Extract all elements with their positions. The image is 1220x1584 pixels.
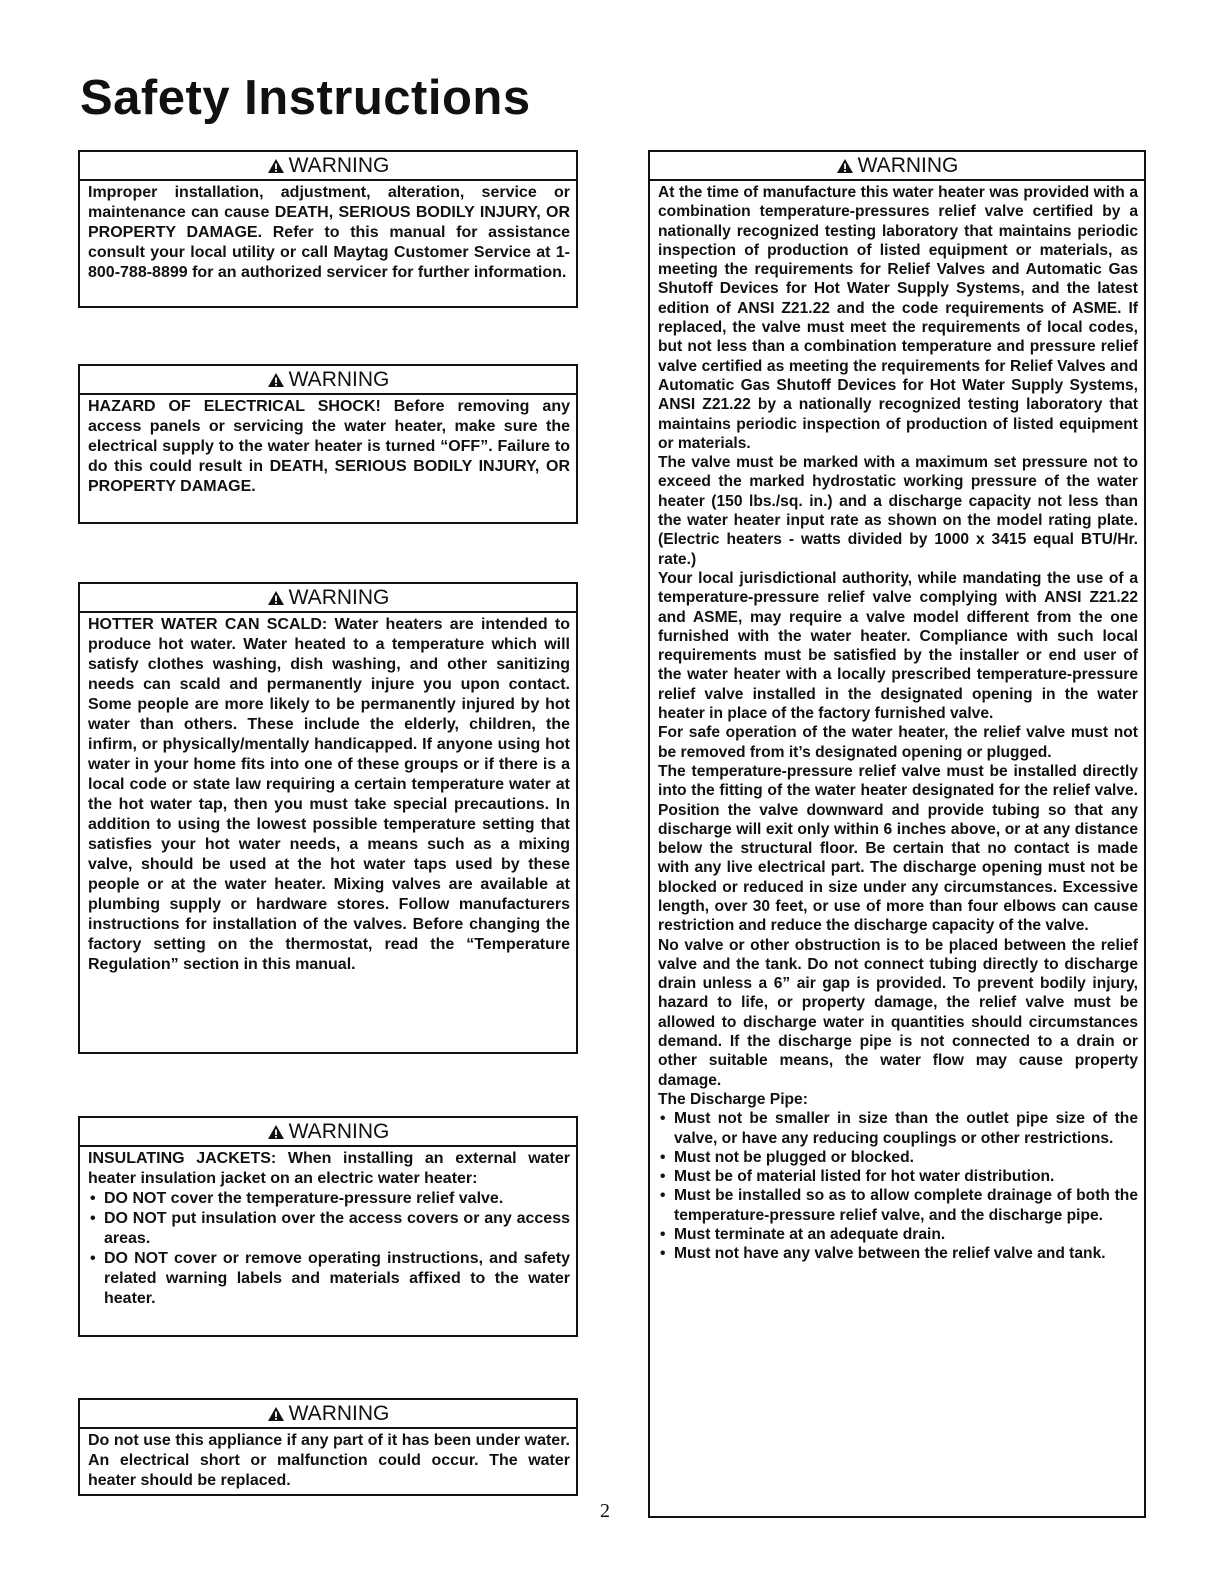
paragraph: At the time of manufacture this water heater was provided with a combination temperature-pressures relief valve certified by a nationally recognized testing laboratory that maintains periodic inspection of production of listed equipment or materials, as meeting the requirements for Relief Valves and Automatic Gas Shutoff Devices for Hot Water Supply Systems, and the latest edition of ANSI Z21.22 and the code requirements of ASME. If replaced, the valve must meet the requirements of local codes, but not less than a combination temperature and pressure relief valve certified as meeting the requirements for Relief Valves and Automatic Gas Shutoff Devices for Hot Water Supply Systems, ANSI Z21.22 by a nationally recognized testing laboratory that maintains periodic inspection of production of listed equipment or materials. — [658, 184, 1138, 452]
page-title: Safety Instructions — [80, 71, 531, 125]
warning-box-relief-valve — [648, 150, 1146, 1518]
warning-text: Do not use this appliance if any part of it has been under water. An electrical short or malfunction could occur. The water heater should be replaced. — [88, 1432, 570, 1489]
warning-text: HAZARD OF ELECTRICAL SHOCK! Before removing any access panels or servicing the water heater, make sure the electrical supply to the water heater is turned “OFF”. Failure to do this could result in DEATH, SERIOUS BODILY INJURY, OR PROPERTY DAMAGE. — [88, 398, 570, 495]
warning-box-electrical-shock — [78, 364, 578, 524]
list-item: • Must not be plugged or blocked. — [658, 1148, 1138, 1167]
paragraph: For safe operation of the water heater, the relief valve must not be removed from it’s designated opening or plugged. — [658, 724, 1138, 761]
list-item: • Must not be smaller in size than the outlet pipe size of the valve, or have any reducing couplings or other restrictions. — [658, 1109, 1138, 1148]
warning-header — [80, 1400, 576, 1429]
warning-text: HOTTER WATER CAN SCALD: Water heaters are intended to produce hot water. Water heated to a temperature which will satisfy clothes washing, dish washing, and other sanitizing needs can scald and permanently injure you upon contact. Some people are more likely to be permanently injured by hot water than others. These include the elderly, children, the infirm, or physically/mentally handicapped. If anyone using hot water in your home fits into one of these groups or if there is a local code or state law requiring a certain temperature water at the hot water tap, then you must take special precautions. In addition to using the lowest possible temperature setting that satisfies your hot water needs, a means such as a mixing valve, should be used at the hot water taps used by these people or at the water heater. Mixing valves are available at plumbing supply or hardware stores. Follow manufacturers instructions for installation of the valves. Before changing the factory setting on the thermostat, read the “Temperature Regulation” section in this manual. — [88, 616, 570, 973]
warning-header — [80, 152, 576, 181]
warning-box-insulating-jackets — [78, 1116, 578, 1337]
warning-triangle-icon — [267, 1124, 285, 1140]
bullet-list — [88, 1189, 570, 1309]
warning-heading: WARNING — [288, 585, 390, 609]
warning-triangle-icon — [267, 1406, 285, 1422]
warning-header — [80, 366, 576, 395]
list-item: • Must terminate at an adequate drain. — [658, 1225, 1138, 1244]
warning-intro: INSULATING JACKETS: When installing an external water heater insulation jacket on an electric water heater: — [88, 1150, 570, 1187]
paragraph: The temperature-pressure relief valve must be installed directly into the fitting of the water heater designated for the relief valve. Position the valve downward and provide tubing so that any discharge will exit only within 6 inches above, or at any distance below the structural floor. Be certain that no contact is made with any live electrical part. The discharge opening must not be blocked or reduced in size under any circumstances. Excessive length, over 30 feet, or use of more than four elbows can cause restriction and reduce the discharge capacity of the valve. — [658, 762, 1138, 935]
warning-heading: WARNING — [288, 367, 390, 391]
list-item: • DO NOT cover the temperature-pressure relief valve. — [88, 1189, 570, 1209]
warning-header — [80, 1118, 576, 1147]
warning-heading: WARNING — [288, 153, 390, 177]
warning-heading: WARNING — [288, 1401, 390, 1425]
warning-triangle-icon — [836, 158, 854, 174]
list-item: • Must be of material listed for hot water distribution. — [658, 1167, 1138, 1186]
warning-box-improper-installation — [78, 150, 578, 308]
paragraph: The valve must be marked with a maximum set pressure not to exceed the marked hydrostatic working pressure of the water heater (150 lbs./sq. in.) and a discharge capacity not less than the water heater input rate as shown on the model rating plate. (Electric heaters - watts divided by 1000 x 3415 equal BTU/Hr. rate.) — [658, 454, 1138, 568]
warning-triangle-icon — [267, 372, 285, 388]
page-number: 2 — [600, 1500, 610, 1522]
list-item: • Must not have any valve between the relief valve and tank. — [658, 1244, 1138, 1263]
warning-header — [80, 584, 576, 613]
list-item: • DO NOT put insulation over the access covers or any access areas. — [88, 1209, 570, 1249]
paragraph: No valve or other obstruction is to be placed between the relief valve and the tank. Do not connect tubing directly to discharge drain unless a 6” air gap is provided. To prevent bodily injury, hazard to life, or property damage, the relief valve must be allowed to discharge water in quantities should circumstances demand. If the discharge pipe is not connected to a drain or other suitable means, the water flow may cause property damage. — [658, 936, 1138, 1089]
warning-triangle-icon — [267, 158, 285, 174]
warning-heading: WARNING — [288, 1119, 390, 1143]
warning-header — [650, 152, 1144, 181]
warning-box-hot-water-scald — [78, 582, 578, 1054]
list-item: • DO NOT cover or remove operating instructions, and safety related warning labels and materials affixed to the water heater. — [88, 1249, 570, 1309]
warning-text: Improper installation, adjustment, alteration, service or maintenance can cause DEATH, SERIOUS BODILY INJURY, OR PROPERTY DAMAGE. Refer to this manual for assistance consult your local utility or call Maytag Customer Service at 1-800-788-8899 for an authorized servicer for further information. — [88, 184, 570, 281]
warning-heading: WARNING — [857, 153, 959, 177]
list-item: • Must be installed so as to allow complete drainage of both the temperature-pressure relief valve, and the discharge pipe. — [658, 1186, 1138, 1225]
bullet-list — [658, 1109, 1138, 1263]
list-title: The Discharge Pipe: — [658, 1090, 808, 1108]
warning-triangle-icon — [267, 590, 285, 606]
paragraph: Your local jurisdictional authority, while mandating the use of a temperature-pressure relief valve complying with ANSI Z21.22 and ASME, may require a valve model different from the one furnished with the water heater. Compliance with such local requirements must be satisfied by the installer or end user of the water heater with a locally prescribed temperature-pressure relief valve installed in the designated opening in the water heater in place of the factory furnished valve. — [658, 569, 1138, 723]
warning-box-flood-damage — [78, 1398, 578, 1496]
